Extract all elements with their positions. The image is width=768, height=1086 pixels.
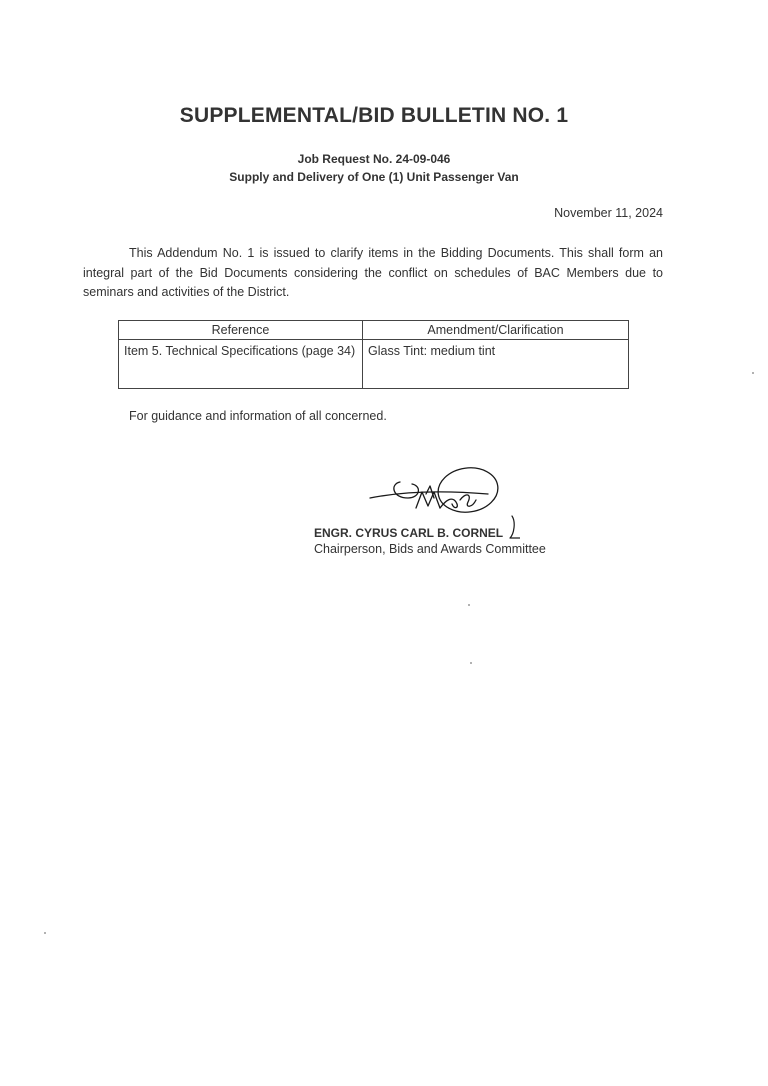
signatory-position: Chairperson, Bids and Awards Committee	[314, 542, 546, 556]
scan-speck	[752, 372, 754, 374]
document-subject: Supply and Delivery of One (1) Unit Passenger Van	[229, 170, 519, 184]
scan-speck	[470, 662, 472, 664]
scan-speck	[44, 932, 46, 934]
closing-statement: For guidance and information of all concerned.	[129, 409, 387, 423]
cell-reference: Item 5. Technical Specifications (page 34)	[119, 340, 363, 389]
scan-speck	[468, 604, 470, 606]
table-header-row	[119, 321, 629, 340]
document-date: November 11, 2024	[554, 206, 663, 220]
amendment-table	[118, 320, 629, 389]
header-reference: Reference	[119, 321, 363, 340]
header-amendment: Amendment/Clarification	[363, 321, 629, 340]
signatory-name: ENGR. CYRUS CARL B. CORNEL	[314, 526, 504, 540]
body-paragraph	[83, 244, 663, 303]
document-title: SUPPLEMENTAL/BID BULLETIN NO. 1	[179, 104, 569, 127]
body-text: This Addendum No. 1 is issued to clarify items in the Bidding Documents. This shall form an integral part of the Bid Documents considering the conflict on schedules of BAC Members due to seminars and activities of the District.	[83, 246, 663, 299]
cell-amendment: Glass Tint: medium tint	[363, 340, 629, 389]
job-request-number: Job Request No. 24-09-046	[297, 152, 451, 166]
table-row	[119, 340, 629, 389]
